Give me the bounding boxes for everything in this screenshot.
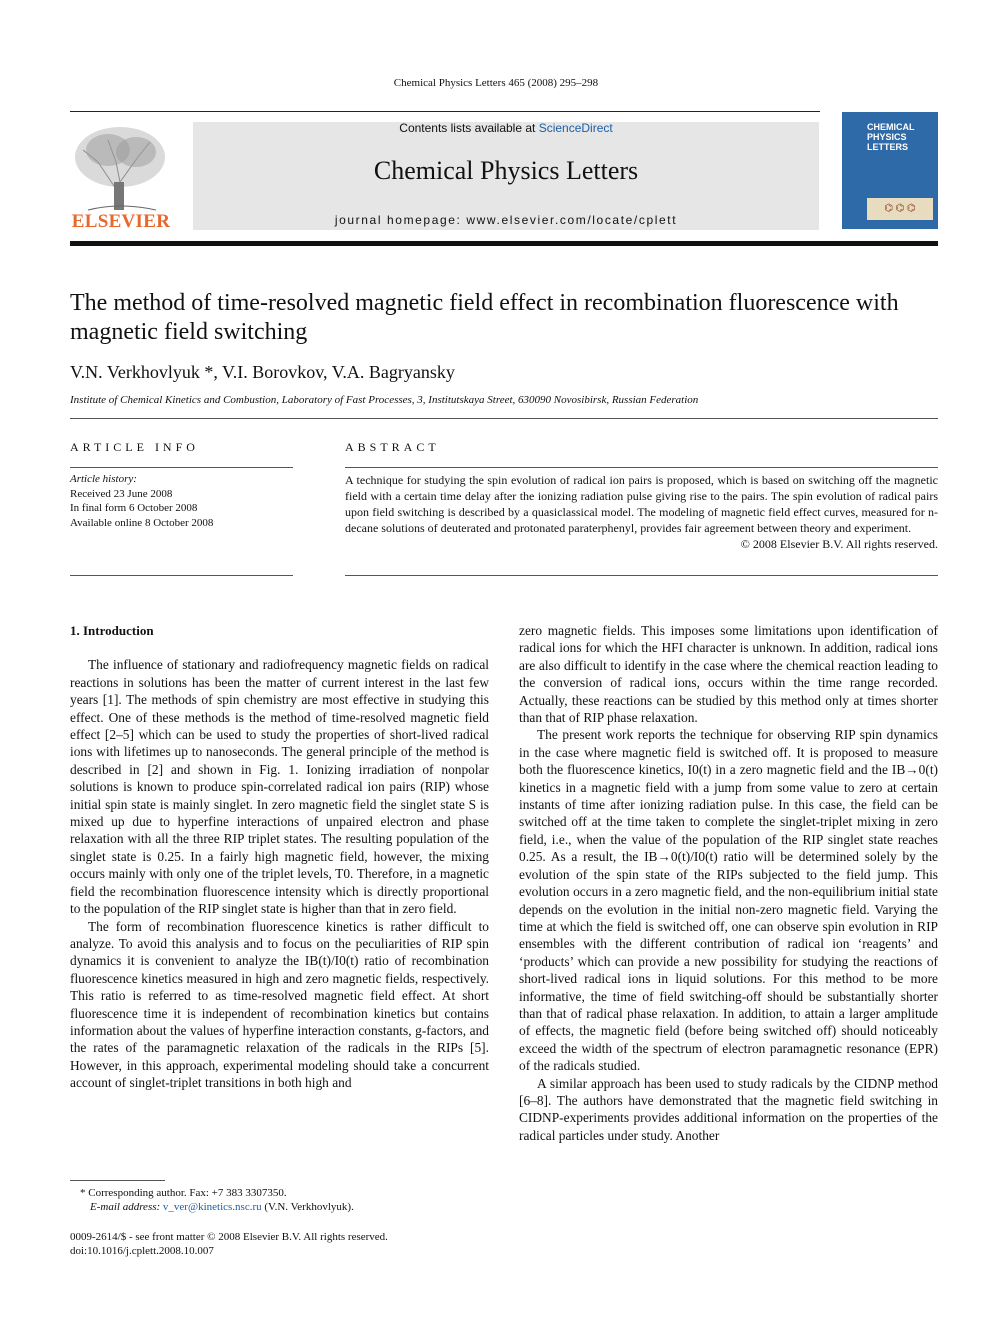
abstract-text: A technique for studying the spin evolution of radical ion pairs is proposed, which is based on switching off the magnetic field with a certain time delay after the ionizing radiation pulse giving rise to the pairs. The spin evolution of radical pairs upon field switching is described by a quasiclassical model. The modeling of magnetic field effect curves, measured for n-decane solutions of deuterated and protonated paraterphenyl, provides fair agreement between theory and experiment.	[345, 473, 938, 535]
received-date: Received 23 June 2008	[70, 487, 173, 500]
elsevier-wordmark: ELSEVIER	[71, 211, 171, 232]
footnotes	[80, 1186, 490, 1214]
contents-prefix: Contents lists available at	[399, 121, 539, 135]
front-matter	[70, 1230, 490, 1258]
journal-homepage[interactable]: journal homepage: www.elsevier.com/locate/cplett	[334, 213, 678, 227]
abstract-copyright: © 2008 Elsevier B.V. All rights reserved.	[740, 537, 938, 551]
cover-molecules-icon: ⌬ ⌬ ⌬	[867, 198, 933, 220]
cover-title: CHEMICAL PHYSICS LETTERS	[867, 122, 915, 152]
paragraph: The influence of stationary and radiofrequency magnetic fields on radical reactions in solutions has been the matter of current interest in the last few years [1]. The methods of spin chemistry are most effective in studying this effect. One of these methods is the method of time-resolved magnetic field effect [2–5] which can be used to study the properties of short-lived radical ions with lifetimes up to nanoseconds. The general principle of the method is described in [2] and shown in Fig. 1. Ionizing irradiation of nonpolar solutions is known to produce spin-correlated radical ion pairs (RIP) whose initial spin state is mainly singlet. In zero magnetic field the singlet state S is mixed up due to hyperfine interactions of unpaired electron and phase relaxation with all the three RIP triplet states. The resulting population of the singlet state is 0.25. In a fairly high magnetic field, however, the mixing occurs mainly with only one of the triplet levels, T0. Therefore, in a magnetic field the recombination fluorescence intensity which is directly proportional to the population of the RIP singlet state is higher than that in zero field.	[70, 657, 489, 917]
abstract-rule-bottom	[345, 575, 938, 576]
abstract-body	[345, 472, 938, 552]
journal-citation: Chemical Physics Letters 465 (2008) 295–298	[393, 77, 599, 89]
journal-cover-image	[842, 112, 938, 229]
doi-line: doi:10.1016/j.cplett.2008.10.007	[70, 1245, 214, 1257]
paragraph: The form of recombination fluorescence kinetics is rather difficult to analyze. To avoid this analysis and to focus on the peculiarities of RIP spin dynamics it is convenient to analyze the IB(t)/I0(t) ratio of recombination fluorescence kinetics measured in high and zero magnetic fields, respectively. This ratio is referred to as time-resolved magnetic field effect. At short fluorescence time it is independent of recombination kinetics but contains information about the values of hyperfine interaction constants, g-factors, and the rates of the paramagnetic relaxation of the radicals in the RIPs [5]. However, in this approach, experimental modeling should take a concurrent account of singlet-triplet transitions in both high and	[70, 918, 489, 1091]
footnote-rule	[70, 1180, 165, 1181]
article-history	[70, 472, 295, 530]
info-rule-bottom	[70, 575, 293, 576]
header-rule	[70, 111, 820, 112]
left-column	[70, 622, 489, 1092]
paragraph: A similar approach has been used to study radicals by the CIDNP method [6–8]. The authors have demonstrated that the magnetic field switching in CIDNP-experiments provides additional information on the properties of the radical particles under study. Another	[519, 1075, 938, 1143]
final-form-date: In final form 6 October 2008	[70, 502, 198, 514]
email-link[interactable]: v_ver@kinetics.nsc.ru	[162, 1201, 262, 1213]
email-line	[80, 1200, 490, 1214]
paragraph: The present work reports the technique for observing RIP spin dynamics in the case where magnetic field is switched off. It is proposed to measure both the fluorescence kinetics, I0(t) in a zero magnetic field and the IB→0(t) kinetics in a magnetic field with a jump from some value to zero at certain instants of time after ionizing radiation pulse. In this case, the field can be switched off at the time taken to complete the singlet-triplet mixing in zero field, i.e., when the value of the population of the RIP singlet state reaches 0.25. As a result, the IB→0(t)/I0(t) ratio will be determined solely by the evolution of the spin state of the RIPs subjected to the field jump. This evolution occurs in a zero magnetic field, and the non-equilibrium initial state depends on the evolution in the initial non-zero magnetic field. Varying the time at which the field is switched off, one can observe spin evolution in RIP ensembles with the different contribution of radical ion ‘reagents’ and ‘products’ which can provide a new possibility for studying the reactions of short-lived radical ions in liquid solutions. For this method to be more informative, the time of field switching-off should be substantially shorter than that of radical phase relaxation. In addition, to attain a larger amplitude of effects, the magnetic field (before being switched off) should noticeably exceed the width of the spectrum of electron paramagnetic resonance (EPR) of the radicals studied.	[519, 727, 938, 1074]
abstract-heading: ABSTRACT	[345, 440, 440, 454]
abstract-rule-top	[345, 467, 938, 468]
affiliation: Institute of Chemical Kinetics and Combustion, Laboratory of Fast Processes, 3, Institutskaya Street, 630090 Novosibirsk, Russian Federation	[70, 394, 699, 406]
article-info-heading: ARTICLE INFO	[70, 440, 199, 454]
issn-line: 0009-2614/$ - see front matter © 2008 Elsevier B.V. All rights reserved.	[70, 1231, 388, 1243]
corresponding-author-note: * Corresponding author. Fax: +7 383 3307350.	[80, 1187, 287, 1199]
email-label: E-mail address:	[90, 1201, 163, 1213]
paragraph: zero magnetic fields. This imposes some limitations upon identification of radical ions for which the HFI character is unknown. In addition, radical ions are also difficult to identify in the case where the chemical reaction leading to the conversion of radical ions, occurs within the time range recorded. Actually, these reactions can be studied by this method only at times shorter than that of RIP phase relaxation.	[519, 623, 938, 726]
authors: V.N. Verkhovlyuk *, V.I. Borovkov, V.A. Bagryansky	[70, 362, 455, 382]
contents-line	[193, 121, 819, 135]
right-column	[519, 622, 938, 1144]
section-heading-introduction: 1. Introduction	[70, 623, 154, 638]
journal-title: Chemical Physics Letters	[373, 156, 639, 185]
online-date: Available online 8 October 2008	[70, 516, 214, 529]
history-label: Article history:	[70, 473, 137, 485]
info-rule-top	[70, 467, 293, 468]
article-title: The method of time-resolved magnetic field effect in recombination fluorescence with magnetic field switching	[70, 290, 899, 345]
email-suffix: (V.N. Verkhovlyuk).	[261, 1201, 354, 1213]
affiliation-rule	[70, 418, 938, 419]
sciencedirect-link[interactable]: ScienceDirect	[538, 121, 613, 135]
header-thick-rule	[70, 241, 938, 246]
